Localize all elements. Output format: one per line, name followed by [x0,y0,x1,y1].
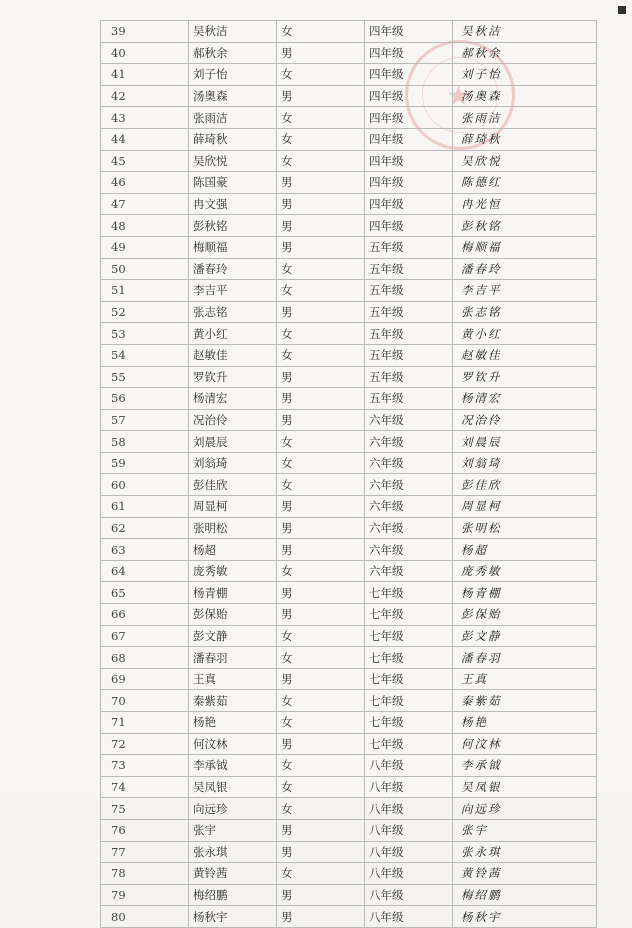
student-grade: 四年级 [365,107,453,129]
table-row [101,323,597,345]
handwritten-signature: 何汶林 [453,733,597,755]
table-row [101,517,597,539]
scan-corner-mark [618,6,626,14]
student-gender: 女 [277,21,365,43]
handwritten-signature: 彭保贻 [453,604,597,626]
student-grade: 六年级 [365,431,453,453]
student-gender: 男 [277,604,365,626]
handwritten-signature: 汤奥森 [453,85,597,107]
student-gender: 女 [277,625,365,647]
student-name: 郝秋余 [189,42,277,64]
table-row [101,798,597,820]
student-name: 彭秋铭 [189,215,277,237]
table-row [101,21,597,43]
handwritten-signature: 张永琪 [453,841,597,863]
table-row [101,150,597,172]
student-name: 向远珍 [189,798,277,820]
handwritten-signature: 冉光恒 [453,193,597,215]
student-grade: 五年级 [365,388,453,410]
student-gender: 男 [277,539,365,561]
table-row [101,107,597,129]
handwritten-signature: 黄小红 [453,323,597,345]
student-name: 周显柯 [189,496,277,518]
row-number: 40 [101,42,189,64]
table-row [101,344,597,366]
student-grade: 八年级 [365,841,453,863]
table-row [101,625,597,647]
handwritten-signature: 李吉平 [453,280,597,302]
row-number: 77 [101,841,189,863]
handwritten-signature: 罗钦升 [453,366,597,388]
table-row [101,841,597,863]
roster-body [101,21,597,928]
table-row [101,474,597,496]
student-grade: 五年级 [365,323,453,345]
student-grade: 六年级 [365,409,453,431]
student-grade: 七年级 [365,690,453,712]
student-name: 李承钺 [189,755,277,777]
table-row [101,301,597,323]
table-row [101,258,597,280]
student-gender: 男 [277,819,365,841]
student-name: 吴凤银 [189,776,277,798]
handwritten-signature: 李承钺 [453,755,597,777]
row-number: 79 [101,884,189,906]
table-row [101,755,597,777]
table-row [101,819,597,841]
student-grade: 四年级 [365,42,453,64]
student-grade: 七年级 [365,625,453,647]
student-gender: 男 [277,85,365,107]
row-number: 46 [101,172,189,194]
student-grade: 七年级 [365,647,453,669]
student-grade: 八年级 [365,906,453,928]
row-number: 55 [101,366,189,388]
row-number: 47 [101,193,189,215]
handwritten-signature: 陈德红 [453,172,597,194]
student-roster-table [100,20,597,928]
handwritten-signature: 张宇 [453,819,597,841]
table-row [101,863,597,885]
row-number: 72 [101,733,189,755]
seal-star-icon: ★ [446,79,472,112]
student-grade: 七年级 [365,604,453,626]
table-row [101,236,597,258]
handwritten-signature: 向远珍 [453,798,597,820]
table-row [101,280,597,302]
student-grade: 七年级 [365,582,453,604]
student-gender: 男 [277,733,365,755]
student-grade: 六年级 [365,496,453,518]
student-gender: 男 [277,193,365,215]
handwritten-signature: 薛琦秋 [453,128,597,150]
handwritten-signature: 张雨洁 [453,107,597,129]
row-number: 45 [101,150,189,172]
handwritten-signature: 杨清宏 [453,388,597,410]
row-number: 61 [101,496,189,518]
student-grade: 六年级 [365,452,453,474]
student-gender: 女 [277,107,365,129]
row-number: 44 [101,128,189,150]
row-number: 62 [101,517,189,539]
row-number: 65 [101,582,189,604]
student-gender: 男 [277,366,365,388]
row-number: 71 [101,712,189,734]
student-name: 吴秋洁 [189,21,277,43]
student-gender: 男 [277,884,365,906]
student-name: 黄铃茜 [189,863,277,885]
row-number: 74 [101,776,189,798]
student-gender: 男 [277,517,365,539]
row-number: 76 [101,819,189,841]
handwritten-signature: 梅绍鹏 [453,884,597,906]
handwritten-signature: 王真 [453,668,597,690]
student-grade: 六年级 [365,474,453,496]
row-number: 69 [101,668,189,690]
table-row [101,388,597,410]
row-number: 64 [101,560,189,582]
student-grade: 五年级 [365,280,453,302]
table-row [101,776,597,798]
handwritten-signature: 杨秋宇 [453,906,597,928]
table-row [101,172,597,194]
student-name: 刘翁琦 [189,452,277,474]
handwritten-signature: 潘春玲 [453,258,597,280]
student-name: 陈国豪 [189,172,277,194]
student-name: 杨艳 [189,712,277,734]
student-name: 刘晨辰 [189,431,277,453]
student-grade: 四年级 [365,215,453,237]
student-grade: 四年级 [365,193,453,215]
student-gender: 女 [277,280,365,302]
student-gender: 女 [277,712,365,734]
student-name: 杨清宏 [189,388,277,410]
handwritten-signature: 况治伶 [453,409,597,431]
student-name: 杨超 [189,539,277,561]
student-gender: 女 [277,431,365,453]
table-row [101,409,597,431]
handwritten-signature: 杨艳 [453,712,597,734]
student-name: 彭保贻 [189,604,277,626]
student-gender: 男 [277,841,365,863]
table-row [101,884,597,906]
table-row [101,128,597,150]
handwritten-signature: 黄铃茜 [453,863,597,885]
table-row [101,496,597,518]
student-grade: 八年级 [365,819,453,841]
row-number: 43 [101,107,189,129]
table-row [101,431,597,453]
student-grade: 四年级 [365,128,453,150]
student-gender: 男 [277,388,365,410]
table-row [101,539,597,561]
student-name: 李吉平 [189,280,277,302]
table-row [101,193,597,215]
student-grade: 四年级 [365,21,453,43]
student-name: 张永琪 [189,841,277,863]
student-grade: 五年级 [365,258,453,280]
row-number: 59 [101,452,189,474]
student-grade: 六年级 [365,560,453,582]
row-number: 80 [101,906,189,928]
row-number: 70 [101,690,189,712]
row-number: 63 [101,539,189,561]
row-number: 78 [101,863,189,885]
row-number: 54 [101,344,189,366]
student-name: 吴欣悦 [189,150,277,172]
table-row [101,906,597,928]
table-row [101,85,597,107]
handwritten-signature: 梅顺福 [453,236,597,258]
handwritten-signature: 吴凤银 [453,776,597,798]
handwritten-signature: 刘子怡 [453,64,597,86]
row-number: 48 [101,215,189,237]
table-row [101,42,597,64]
handwritten-signature: 彭佳欣 [453,474,597,496]
student-gender: 男 [277,906,365,928]
handwritten-signature: 刘晨辰 [453,431,597,453]
handwritten-signature: 刘翁琦 [453,452,597,474]
row-number: 53 [101,323,189,345]
student-gender: 男 [277,215,365,237]
table-row [101,733,597,755]
student-gender: 男 [277,496,365,518]
table-row [101,215,597,237]
student-name: 何汶林 [189,733,277,755]
student-grade: 八年级 [365,776,453,798]
student-grade: 七年级 [365,668,453,690]
student-gender: 女 [277,755,365,777]
row-number: 68 [101,647,189,669]
row-number: 51 [101,280,189,302]
student-grade: 四年级 [365,150,453,172]
student-grade: 八年级 [365,863,453,885]
student-name: 冉文强 [189,193,277,215]
student-grade: 四年级 [365,172,453,194]
student-grade: 六年级 [365,539,453,561]
student-gender: 女 [277,647,365,669]
student-name: 王真 [189,668,277,690]
student-grade: 四年级 [365,64,453,86]
student-gender: 女 [277,863,365,885]
handwritten-signature: 杨青棚 [453,582,597,604]
student-name: 罗钦升 [189,366,277,388]
row-number: 56 [101,388,189,410]
student-name: 梅绍鹏 [189,884,277,906]
student-grade: 六年级 [365,517,453,539]
student-gender: 女 [277,128,365,150]
student-name: 汤奥森 [189,85,277,107]
student-name: 潘春羽 [189,647,277,669]
student-name: 梅顺福 [189,236,277,258]
student-gender: 女 [277,560,365,582]
handwritten-signature: 赵敏佳 [453,344,597,366]
student-grade: 五年级 [365,236,453,258]
handwritten-signature: 杨超 [453,539,597,561]
student-gender: 男 [277,668,365,690]
row-number: 42 [101,85,189,107]
student-name: 黄小红 [189,323,277,345]
student-name: 张明松 [189,517,277,539]
student-gender: 男 [277,236,365,258]
table-row [101,582,597,604]
student-name: 庞秀敏 [189,560,277,582]
student-name: 况治伶 [189,409,277,431]
student-grade: 五年级 [365,344,453,366]
handwritten-signature: 张明松 [453,517,597,539]
student-gender: 女 [277,258,365,280]
table-row [101,366,597,388]
student-name: 秦紫茹 [189,690,277,712]
student-gender: 女 [277,798,365,820]
table-row [101,647,597,669]
row-number: 58 [101,431,189,453]
student-grade: 八年级 [365,755,453,777]
student-grade: 五年级 [365,301,453,323]
handwritten-signature: 郝秋余 [453,42,597,64]
row-number: 75 [101,798,189,820]
row-number: 49 [101,236,189,258]
table-row [101,690,597,712]
row-number: 41 [101,64,189,86]
handwritten-signature: 潘春羽 [453,647,597,669]
row-number: 60 [101,474,189,496]
row-number: 52 [101,301,189,323]
student-name: 杨秋宇 [189,906,277,928]
student-gender: 男 [277,42,365,64]
table-row [101,560,597,582]
handwritten-signature: 庞秀敏 [453,560,597,582]
student-name: 杨青棚 [189,582,277,604]
table-row [101,452,597,474]
handwritten-signature: 彭秋铭 [453,215,597,237]
student-grade: 七年级 [365,712,453,734]
student-gender: 女 [277,690,365,712]
table-row [101,64,597,86]
student-gender: 女 [277,474,365,496]
handwritten-signature: 秦紫茹 [453,690,597,712]
student-grade: 七年级 [365,733,453,755]
student-gender: 女 [277,64,365,86]
student-gender: 男 [277,301,365,323]
row-number: 57 [101,409,189,431]
row-number: 73 [101,755,189,777]
student-grade: 八年级 [365,798,453,820]
student-gender: 女 [277,776,365,798]
row-number: 66 [101,604,189,626]
student-name: 薛琦秋 [189,128,277,150]
student-gender: 女 [277,150,365,172]
student-gender: 男 [277,582,365,604]
student-grade: 四年级 [365,85,453,107]
student-gender: 女 [277,344,365,366]
student-grade: 八年级 [365,884,453,906]
student-grade: 五年级 [365,366,453,388]
table-row [101,668,597,690]
row-number: 67 [101,625,189,647]
student-name: 刘子怡 [189,64,277,86]
student-gender: 女 [277,452,365,474]
student-name: 潘春玲 [189,258,277,280]
student-name: 张志铭 [189,301,277,323]
handwritten-signature: 张志铭 [453,301,597,323]
student-gender: 男 [277,409,365,431]
handwritten-signature: 彭文静 [453,625,597,647]
student-name: 赵敏佳 [189,344,277,366]
student-gender: 女 [277,323,365,345]
student-gender: 男 [277,172,365,194]
row-number: 50 [101,258,189,280]
handwritten-signature: 吴秋洁 [453,21,597,43]
student-name: 彭文静 [189,625,277,647]
table-row [101,604,597,626]
table-row [101,712,597,734]
handwritten-signature: 吴欣悦 [453,150,597,172]
handwritten-signature: 周显柯 [453,496,597,518]
row-number: 39 [101,21,189,43]
student-name: 张宇 [189,819,277,841]
student-name: 彭佳欣 [189,474,277,496]
student-name: 张雨洁 [189,107,277,129]
